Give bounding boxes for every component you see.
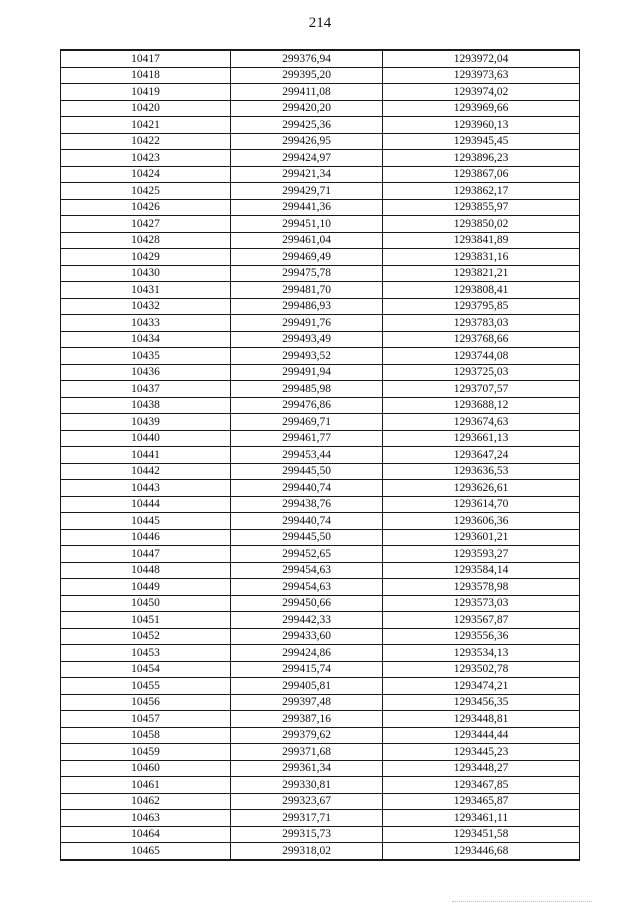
y-coordinate-cell: 1293688,12 (383, 397, 580, 414)
y-coordinate-cell: 1293534,13 (383, 645, 580, 662)
y-coordinate-cell: 1293725,03 (383, 364, 580, 381)
point-number-cell: 10437 (61, 381, 231, 398)
x-coordinate-cell: 299424,97 (231, 150, 383, 167)
x-coordinate-cell: 299485,98 (231, 381, 383, 398)
x-coordinate-cell: 299454,63 (231, 579, 383, 596)
x-coordinate-cell: 299397,48 (231, 694, 383, 711)
y-coordinate-cell: 1293474,21 (383, 678, 580, 695)
point-number-cell: 10436 (61, 364, 231, 381)
table-row (61, 711, 580, 728)
x-coordinate-cell: 299429,71 (231, 183, 383, 200)
coordinates-table (60, 49, 580, 861)
x-coordinate-cell: 299493,52 (231, 348, 383, 365)
point-number-cell: 10464 (61, 826, 231, 843)
point-number-cell: 10453 (61, 645, 231, 662)
point-number-cell: 10420 (61, 100, 231, 117)
point-number-cell: 10459 (61, 744, 231, 761)
y-coordinate-cell: 1293855,97 (383, 199, 580, 216)
y-coordinate-cell: 1293867,06 (383, 166, 580, 183)
point-number-cell: 10418 (61, 67, 231, 84)
table-row (61, 282, 580, 299)
point-number-cell: 10440 (61, 430, 231, 447)
page-number: 214 (308, 15, 332, 31)
table-row (61, 298, 580, 315)
point-number-cell: 10444 (61, 496, 231, 513)
y-coordinate-cell: 1293960,13 (383, 117, 580, 134)
table-row (61, 381, 580, 398)
y-coordinate-cell: 1293601,21 (383, 529, 580, 546)
table-row (61, 50, 580, 67)
y-coordinate-cell: 1293707,57 (383, 381, 580, 398)
y-coordinate-cell: 1293451,58 (383, 826, 580, 843)
x-coordinate-cell: 299315,73 (231, 826, 383, 843)
y-coordinate-cell: 1293831,16 (383, 249, 580, 266)
x-coordinate-cell: 299318,02 (231, 843, 383, 860)
table-row (61, 562, 580, 579)
x-coordinate-cell: 299440,74 (231, 480, 383, 497)
x-coordinate-cell: 299476,86 (231, 397, 383, 414)
y-coordinate-cell: 1293467,85 (383, 777, 580, 794)
y-coordinate-cell: 1293862,17 (383, 183, 580, 200)
y-coordinate-cell: 1293567,87 (383, 612, 580, 629)
table-row (61, 760, 580, 777)
x-coordinate-cell: 299454,63 (231, 562, 383, 579)
y-coordinate-cell: 1293614,70 (383, 496, 580, 513)
table-row (61, 529, 580, 546)
coordinates-table-body (61, 50, 580, 860)
point-number-cell: 10457 (61, 711, 231, 728)
y-coordinate-cell: 1293461,11 (383, 810, 580, 827)
table-row (61, 84, 580, 101)
y-coordinate-cell: 1293661,13 (383, 430, 580, 447)
table-row (61, 183, 580, 200)
table-row (61, 826, 580, 843)
x-coordinate-cell: 299361,34 (231, 760, 383, 777)
point-number-cell: 10421 (61, 117, 231, 134)
point-number-cell: 10438 (61, 397, 231, 414)
point-number-cell: 10450 (61, 595, 231, 612)
y-coordinate-cell: 1293556,36 (383, 628, 580, 645)
x-coordinate-cell: 299395,20 (231, 67, 383, 84)
table-row (61, 628, 580, 645)
table-row (61, 315, 580, 332)
y-coordinate-cell: 1293945,45 (383, 133, 580, 150)
x-coordinate-cell: 299469,49 (231, 249, 383, 266)
x-coordinate-cell: 299445,50 (231, 529, 383, 546)
table-row (61, 513, 580, 530)
point-number-cell: 10441 (61, 447, 231, 464)
x-coordinate-cell: 299441,36 (231, 199, 383, 216)
table-row (61, 216, 580, 233)
y-coordinate-cell: 1293973,63 (383, 67, 580, 84)
y-coordinate-cell: 1293593,27 (383, 546, 580, 563)
table-row (61, 150, 580, 167)
y-coordinate-cell: 1293584,14 (383, 562, 580, 579)
x-coordinate-cell: 299453,44 (231, 447, 383, 464)
table-row (61, 331, 580, 348)
x-coordinate-cell: 299433,60 (231, 628, 383, 645)
x-coordinate-cell: 299491,94 (231, 364, 383, 381)
x-coordinate-cell: 299450,66 (231, 595, 383, 612)
point-number-cell: 10465 (61, 843, 231, 860)
y-coordinate-cell: 1293821,21 (383, 265, 580, 282)
table-row (61, 727, 580, 744)
x-coordinate-cell: 299469,71 (231, 414, 383, 431)
x-coordinate-cell: 299491,76 (231, 315, 383, 332)
point-number-cell: 10429 (61, 249, 231, 266)
y-coordinate-cell: 1293808,41 (383, 282, 580, 299)
table-row (61, 100, 580, 117)
table-row (61, 447, 580, 464)
point-number-cell: 10417 (61, 50, 231, 67)
point-number-cell: 10426 (61, 199, 231, 216)
point-number-cell: 10454 (61, 661, 231, 678)
x-coordinate-cell: 299438,76 (231, 496, 383, 513)
point-number-cell: 10427 (61, 216, 231, 233)
table-row (61, 414, 580, 431)
y-coordinate-cell: 1293448,81 (383, 711, 580, 728)
x-coordinate-cell: 299440,74 (231, 513, 383, 530)
point-number-cell: 10432 (61, 298, 231, 315)
point-number-cell: 10419 (61, 84, 231, 101)
y-coordinate-cell: 1293972,04 (383, 50, 580, 67)
y-coordinate-cell: 1293578,98 (383, 579, 580, 596)
point-number-cell: 10425 (61, 183, 231, 200)
y-coordinate-cell: 1293446,68 (383, 843, 580, 860)
point-number-cell: 10439 (61, 414, 231, 431)
point-number-cell: 10446 (61, 529, 231, 546)
x-coordinate-cell: 299411,08 (231, 84, 383, 101)
x-coordinate-cell: 299376,94 (231, 50, 383, 67)
table-row (61, 496, 580, 513)
point-number-cell: 10460 (61, 760, 231, 777)
table-row (61, 777, 580, 794)
table-row (61, 117, 580, 134)
y-coordinate-cell: 1293456,35 (383, 694, 580, 711)
y-coordinate-cell: 1293626,61 (383, 480, 580, 497)
x-coordinate-cell: 299461,04 (231, 232, 383, 249)
x-coordinate-cell: 299426,95 (231, 133, 383, 150)
table-row (61, 232, 580, 249)
x-coordinate-cell: 299405,81 (231, 678, 383, 695)
table-row (61, 661, 580, 678)
point-number-cell: 10442 (61, 463, 231, 480)
x-coordinate-cell: 299421,34 (231, 166, 383, 183)
point-number-cell: 10451 (61, 612, 231, 629)
point-number-cell: 10431 (61, 282, 231, 299)
table-row (61, 595, 580, 612)
x-coordinate-cell: 299425,36 (231, 117, 383, 134)
x-coordinate-cell: 299415,74 (231, 661, 383, 678)
table-row (61, 678, 580, 695)
y-coordinate-cell: 1293445,23 (383, 744, 580, 761)
y-coordinate-cell: 1293896,23 (383, 150, 580, 167)
table-row (61, 463, 580, 480)
table-row (61, 348, 580, 365)
y-coordinate-cell: 1293841,89 (383, 232, 580, 249)
point-number-cell: 10435 (61, 348, 231, 365)
x-coordinate-cell: 299317,71 (231, 810, 383, 827)
point-number-cell: 10463 (61, 810, 231, 827)
y-coordinate-cell: 1293783,03 (383, 315, 580, 332)
table-row (61, 133, 580, 150)
x-coordinate-cell: 299452,65 (231, 546, 383, 563)
table-row (61, 199, 580, 216)
point-number-cell: 10423 (61, 150, 231, 167)
x-coordinate-cell: 299424,86 (231, 645, 383, 662)
point-number-cell: 10447 (61, 546, 231, 563)
x-coordinate-cell: 299420,20 (231, 100, 383, 117)
point-number-cell: 10445 (61, 513, 231, 530)
point-number-cell: 10458 (61, 727, 231, 744)
y-coordinate-cell: 1293448,27 (383, 760, 580, 777)
y-coordinate-cell: 1293647,24 (383, 447, 580, 464)
y-coordinate-cell: 1293606,36 (383, 513, 580, 530)
y-coordinate-cell: 1293795,85 (383, 298, 580, 315)
y-coordinate-cell: 1293502,78 (383, 661, 580, 678)
point-number-cell: 10455 (61, 678, 231, 695)
y-coordinate-cell: 1293969,66 (383, 100, 580, 117)
point-number-cell: 10430 (61, 265, 231, 282)
table-row (61, 843, 580, 860)
y-coordinate-cell: 1293674,63 (383, 414, 580, 431)
x-coordinate-cell: 299481,70 (231, 282, 383, 299)
table-row (61, 480, 580, 497)
table-row (61, 645, 580, 662)
table-row (61, 810, 580, 827)
point-number-cell: 10433 (61, 315, 231, 332)
y-coordinate-cell: 1293744,08 (383, 348, 580, 365)
y-coordinate-cell: 1293444,44 (383, 727, 580, 744)
table-row (61, 546, 580, 563)
table-row (61, 166, 580, 183)
point-number-cell: 10422 (61, 133, 231, 150)
point-number-cell: 10443 (61, 480, 231, 497)
table-row (61, 744, 580, 761)
x-coordinate-cell: 299493,49 (231, 331, 383, 348)
point-number-cell: 10428 (61, 232, 231, 249)
x-coordinate-cell: 299445,50 (231, 463, 383, 480)
point-number-cell: 10424 (61, 166, 231, 183)
y-coordinate-cell: 1293465,87 (383, 793, 580, 810)
x-coordinate-cell: 299330,81 (231, 777, 383, 794)
y-coordinate-cell: 1293850,02 (383, 216, 580, 233)
x-coordinate-cell: 299379,62 (231, 727, 383, 744)
point-number-cell: 10462 (61, 793, 231, 810)
point-number-cell: 10434 (61, 331, 231, 348)
x-coordinate-cell: 299323,67 (231, 793, 383, 810)
table-row (61, 265, 580, 282)
point-number-cell: 10456 (61, 694, 231, 711)
x-coordinate-cell: 299461,77 (231, 430, 383, 447)
table-row (61, 579, 580, 596)
footer-marks (452, 898, 592, 902)
table-row (61, 430, 580, 447)
x-coordinate-cell: 299486,93 (231, 298, 383, 315)
x-coordinate-cell: 299475,78 (231, 265, 383, 282)
table-row (61, 694, 580, 711)
x-coordinate-cell: 299387,16 (231, 711, 383, 728)
point-number-cell: 10452 (61, 628, 231, 645)
x-coordinate-cell: 299451,10 (231, 216, 383, 233)
y-coordinate-cell: 1293636,53 (383, 463, 580, 480)
y-coordinate-cell: 1293974,02 (383, 84, 580, 101)
point-number-cell: 10449 (61, 579, 231, 596)
point-number-cell: 10461 (61, 777, 231, 794)
table-row (61, 67, 580, 84)
y-coordinate-cell: 1293573,03 (383, 595, 580, 612)
x-coordinate-cell: 299371,68 (231, 744, 383, 761)
table-row (61, 793, 580, 810)
table-row (61, 249, 580, 266)
x-coordinate-cell: 299442,33 (231, 612, 383, 629)
table-row (61, 397, 580, 414)
point-number-cell: 10448 (61, 562, 231, 579)
table-row (61, 364, 580, 381)
table-row (61, 612, 580, 629)
y-coordinate-cell: 1293768,66 (383, 331, 580, 348)
